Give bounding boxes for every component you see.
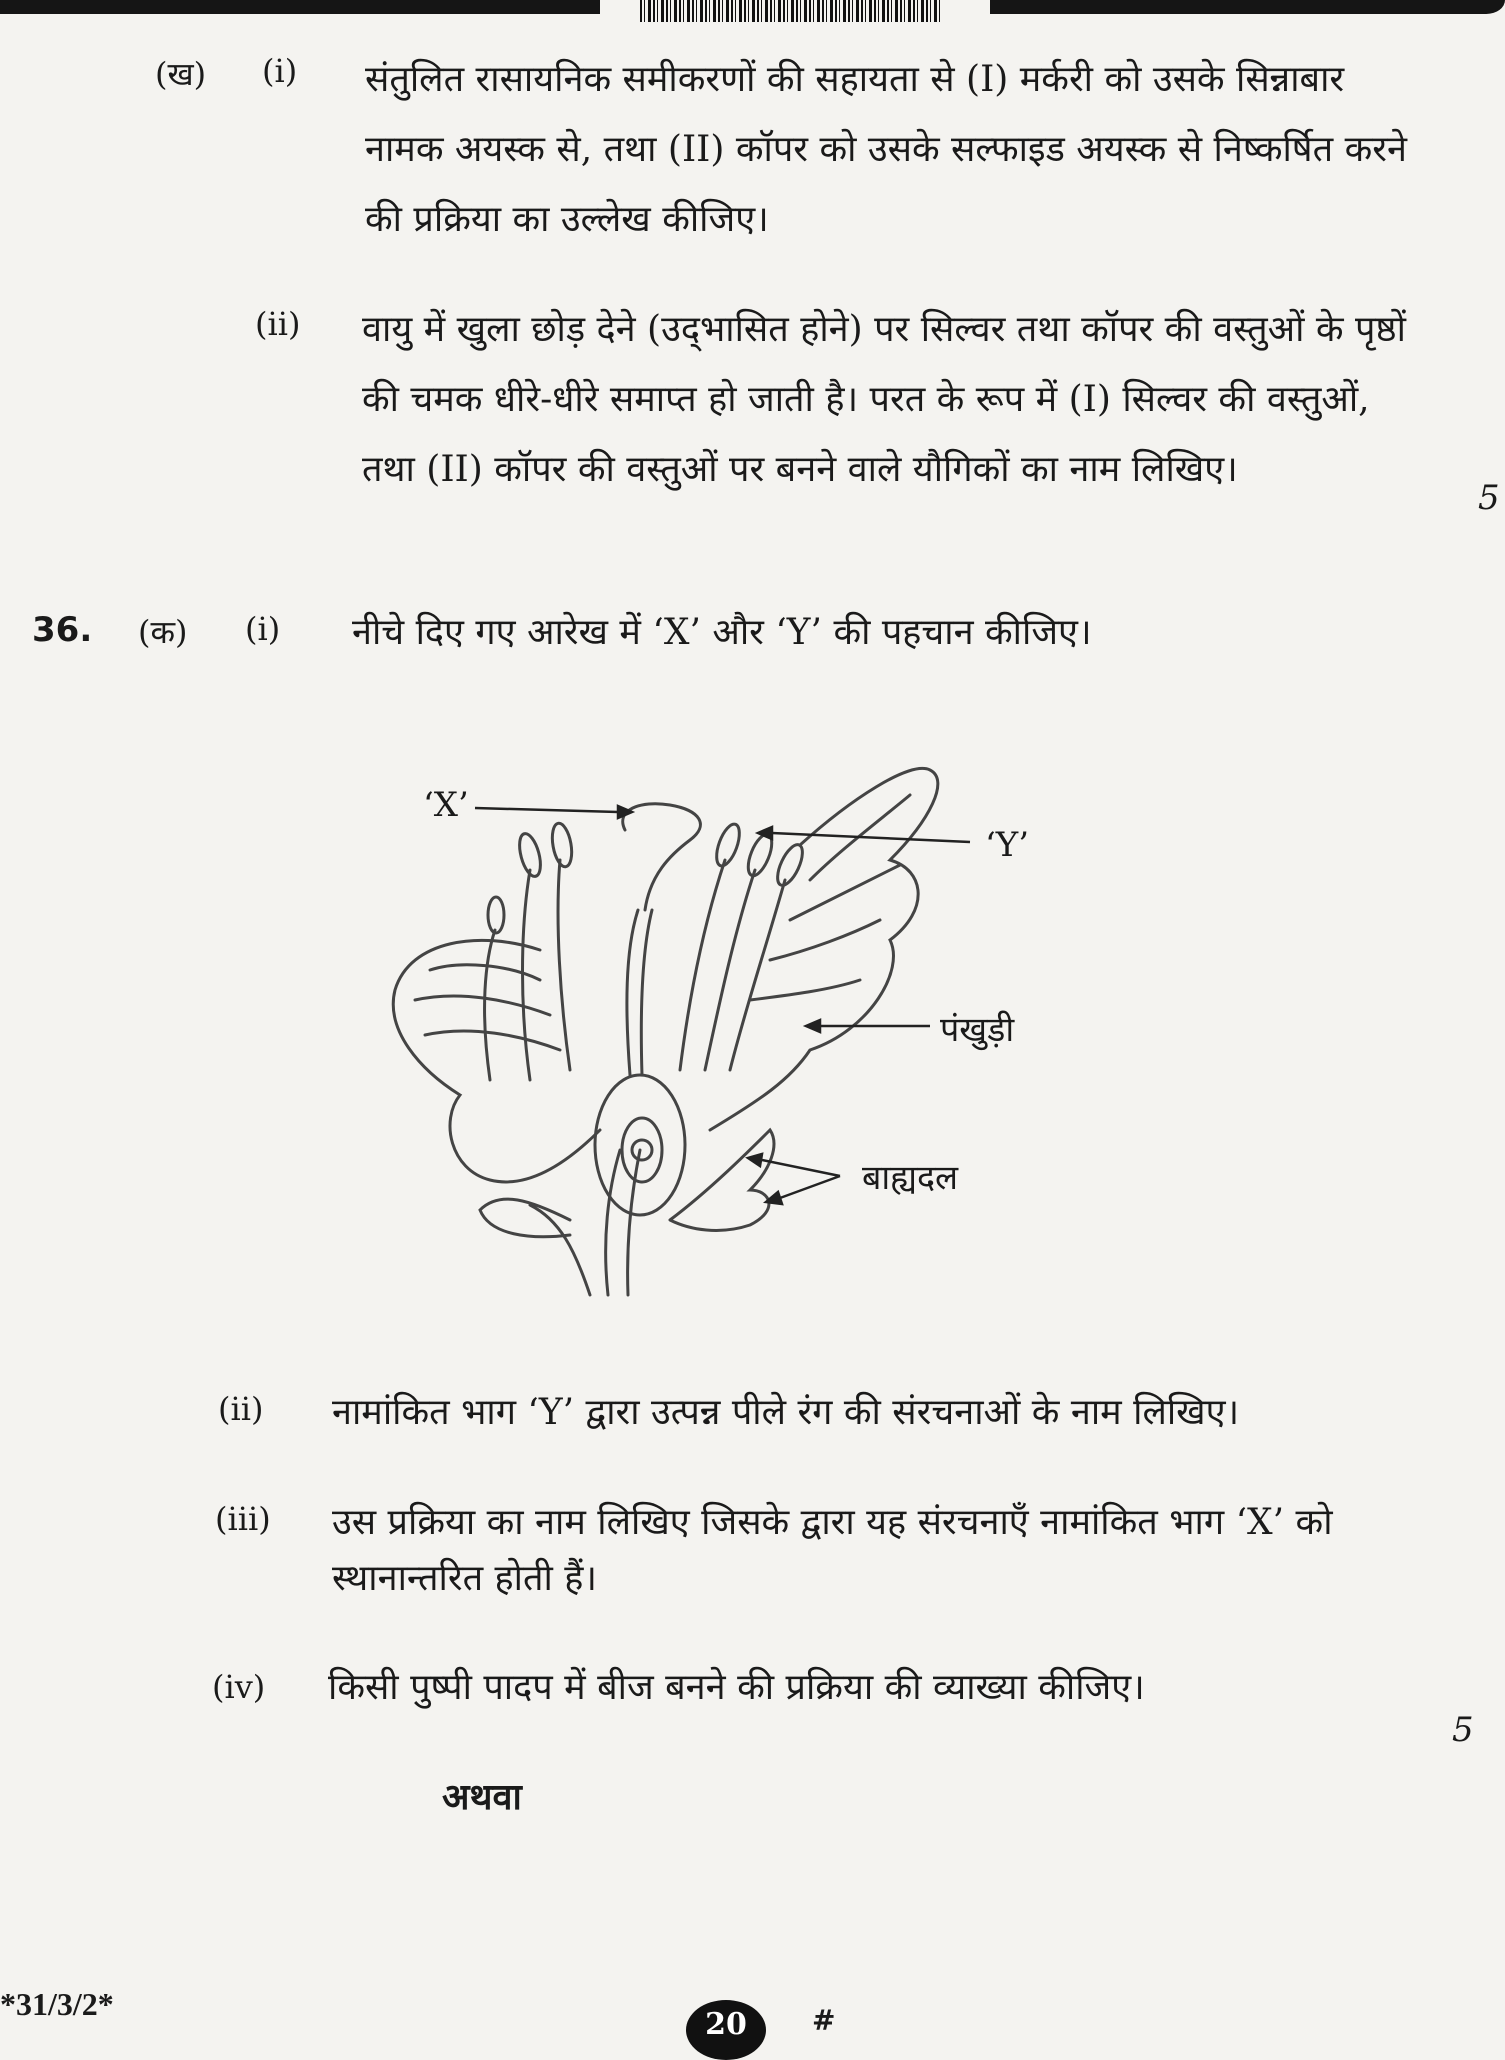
barcode — [640, 0, 940, 22]
label-y: ‘Y’ — [985, 825, 1030, 865]
text-line: उस प्रक्रिया का नाम लिखिए जिसके द्वारा यह संरचनाएँ नामांकित भाग ‘X’ को — [332, 1502, 1333, 1543]
part-i-number: (i) — [262, 52, 298, 90]
text-line: की प्रक्रिया का उल्लेख कीजिए। — [365, 198, 769, 240]
marks: 5 — [1452, 1710, 1474, 1750]
text-line: वायु में खुला छोड़ देने (उद्‌भासित होने) पर सिल्वर तथा कॉपर की वस्तुओं के पृष्ठों — [362, 309, 1406, 350]
text-line: तथा (II) कॉपर की वस्तुओं पर बनने वाले यौगिकों का नाम लिखिए। — [362, 448, 1238, 490]
part-iii-number: (iii) — [215, 1500, 271, 1538]
label-petal: पंखुड़ी — [940, 1010, 1015, 1050]
sub-question-label: (क) — [138, 613, 188, 651]
q36-part-iii-text — [332, 1495, 1402, 1607]
top-border-left — [0, 0, 600, 14]
label-sepal: बाह्यदल — [862, 1158, 959, 1198]
or-label: अथवा — [442, 1776, 522, 1818]
page-number: 20 — [686, 2000, 766, 2060]
top-border-right — [990, 0, 1505, 14]
q35b-part-ii-text — [362, 302, 1492, 497]
sub-question-label: (ख) — [155, 55, 207, 93]
q35b-part-i-text — [365, 52, 1495, 247]
question-number: 36. — [32, 610, 93, 650]
text-line: नामक अयस्क से, तथा (II) कॉपर को उसके सल्फाइड अयस्क से निष्कर्षित करने — [365, 128, 1407, 170]
text-line: संतुलित रासायनिक समीकरणों की सहायता से (I) मर्करी को उसके सिन्नाबार — [365, 59, 1345, 100]
q36-part-i-text: नीचे दिए गए आरेख में ‘X’ और ‘Y’ की पहचान कीजिए। — [352, 612, 1092, 653]
label-x: ‘X’ — [423, 785, 469, 825]
part-ii-number: (ii) — [218, 1390, 264, 1428]
text-line: की चमक धीरे-धीरे समाप्त हो जाती है। परत के रूप में (I) सिल्वर की वस्तुओं, — [362, 378, 1370, 420]
q36-part-iv-text: किसी पुष्पी पादप में बीज बनने की प्रक्रिया की व्याख्या कीजिए। — [328, 1667, 1145, 1708]
part-ii-number: (ii) — [255, 305, 301, 343]
hash-mark: # — [812, 2004, 836, 2037]
paper-code: *31/3/2* — [0, 1986, 114, 2022]
q36-part-ii-text: नामांकित भाग ‘Y’ द्वारा उत्पन्न पीले रंग की संरचनाओं के नाम लिखिए। — [332, 1392, 1240, 1433]
part-i-number: (i) — [245, 610, 281, 648]
marks: 5 — [1478, 478, 1500, 518]
part-iv-number: (iv) — [212, 1668, 266, 1706]
text-line: स्थानान्तरित होती हैं। — [332, 1557, 598, 1599]
